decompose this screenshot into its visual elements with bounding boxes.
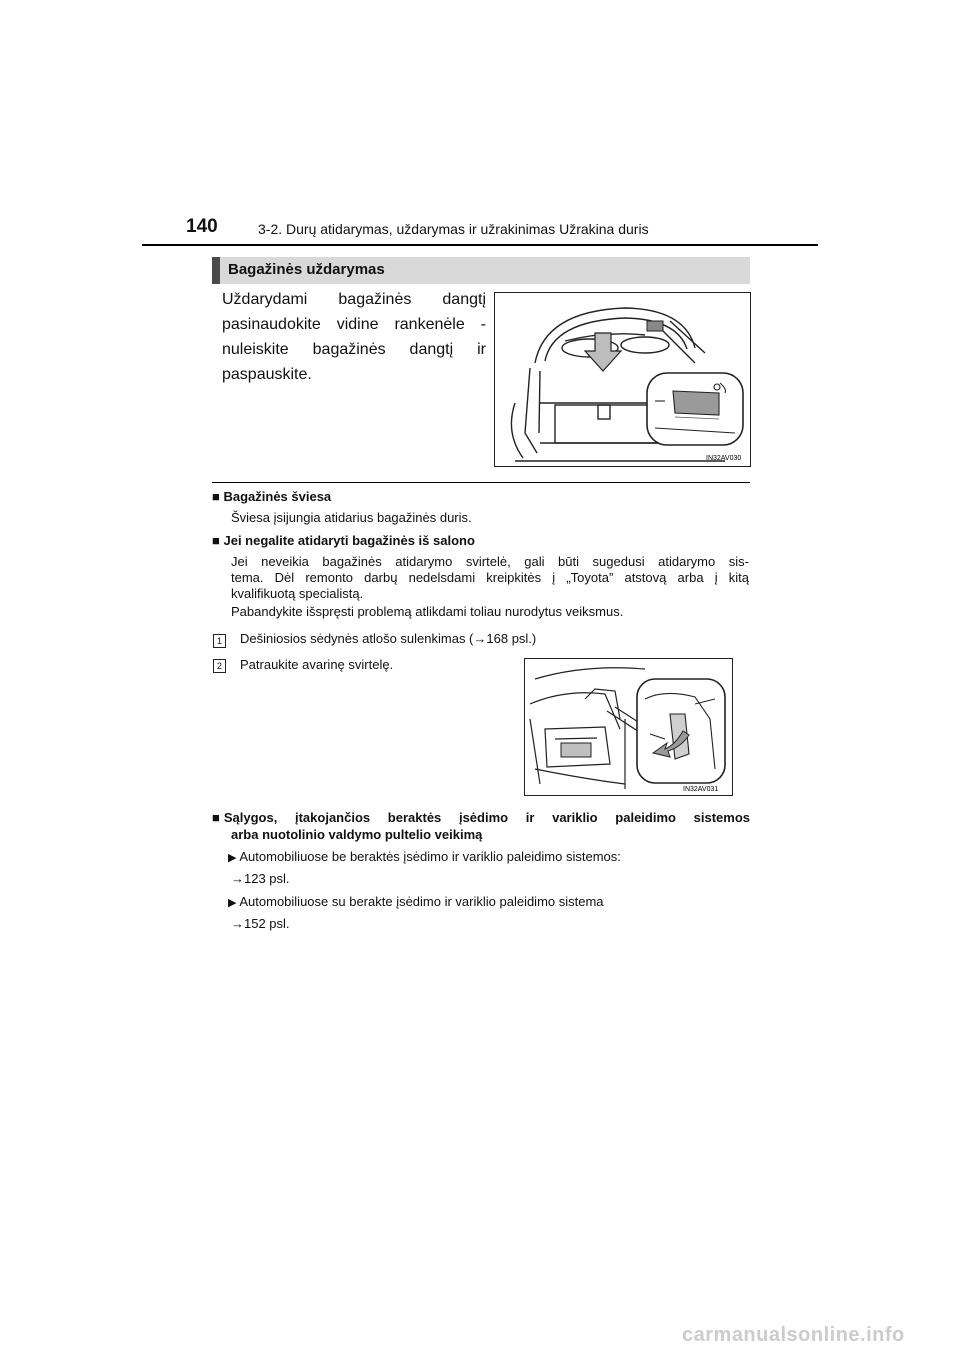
watermark: carmanualsonline.info [682, 1324, 905, 1346]
step-1-text: Dešiniosios sėdynės atlošo sulenkimas (→168 psl.) [240, 631, 537, 646]
arrow-right-icon: → [473, 631, 487, 646]
note-cabin-text2: Pabandykite išspręsti problemą atlikdami toliau nurodytus veiksmus. [231, 604, 624, 619]
triangle-bullet-icon: ▶ [228, 852, 237, 864]
figure-code: IN32AV030 [706, 455, 742, 462]
intro-paragraph: Uždarydami bagažinės dangtį pasinaudokite vidine rankenėle - nuleiskite bagažinės dangtį ir paspauskite. [222, 291, 486, 383]
arrow-right-icon: → [231, 916, 244, 931]
page-number: 140 [186, 216, 218, 237]
condition-item-2-ref: →152 psl. [231, 916, 290, 931]
section-title-bar [212, 257, 750, 284]
section-title: Bagažinės uždarymas [228, 261, 385, 278]
arrow-right-icon: → [231, 871, 244, 886]
note-conditions-title-line-2: arba nuotolinio valdymo pultelio veikimą [231, 827, 483, 842]
step-number-2: 2 [213, 659, 226, 673]
note-cabin-line-1: Jei neveikia bagažinės atidarymo svirtelė, gali būti sugedusi atidarymo sis- [231, 554, 749, 569]
square-bullet-icon: ■ [212, 810, 220, 825]
note-cabin-line-3: kvalifikuotą specialistą. [231, 586, 364, 601]
note-light-title: Bagažinės šviesa [223, 489, 332, 504]
note-cabin-heading [212, 533, 475, 549]
triangle-bullet-icon: ▶ [228, 897, 237, 909]
note-light-heading [212, 489, 331, 505]
step-number-1: 1 [213, 634, 226, 648]
header-rule [142, 244, 818, 246]
note-light-text: Šviesa įsijungia atidarius bagažinės duris. [231, 510, 472, 525]
note-conditions-title-line-1: Sąlygos, įtakojančios beraktės įsėdimo ir variklio paleidimo sistemos [223, 810, 750, 825]
square-bullet-icon: ■ [212, 489, 220, 504]
section-separator [212, 482, 750, 483]
step-2-text: Patraukite avarinę svirtelę. [240, 657, 394, 672]
note-cabin-title: Jei negalite atidaryti bagažinės iš salono [223, 533, 475, 548]
emergency-lever-illustration [524, 658, 733, 796]
emergency-lever-drawing [525, 659, 732, 795]
note-conditions-heading [212, 810, 750, 826]
condition-item-2: ▶ Automobiliuose su berakte įsėdimo ir variklio paleidimo sistema [228, 894, 604, 909]
section-marker [212, 257, 220, 284]
square-bullet-icon: ■ [212, 533, 220, 548]
condition-item-1-ref: →123 psl. [231, 871, 290, 886]
figure-code: IN32AV031 [683, 786, 719, 793]
trunk-handle-drawing [495, 293, 750, 466]
trunk-handle-illustration [494, 292, 751, 467]
chapter-header: 3-2. Durų atidarymas, uždarymas ir užrakinimas Užrakina duris [258, 221, 649, 237]
condition-item-1: ▶ Automobiliuose be beraktės įsėdimo ir variklio paleidimo sistemos: [228, 849, 621, 864]
note-cabin-line-2: tema. Dėl remonto darbų nedelsdami kreipkitės į „Toyota” atstovą arba į kitą [231, 570, 749, 585]
